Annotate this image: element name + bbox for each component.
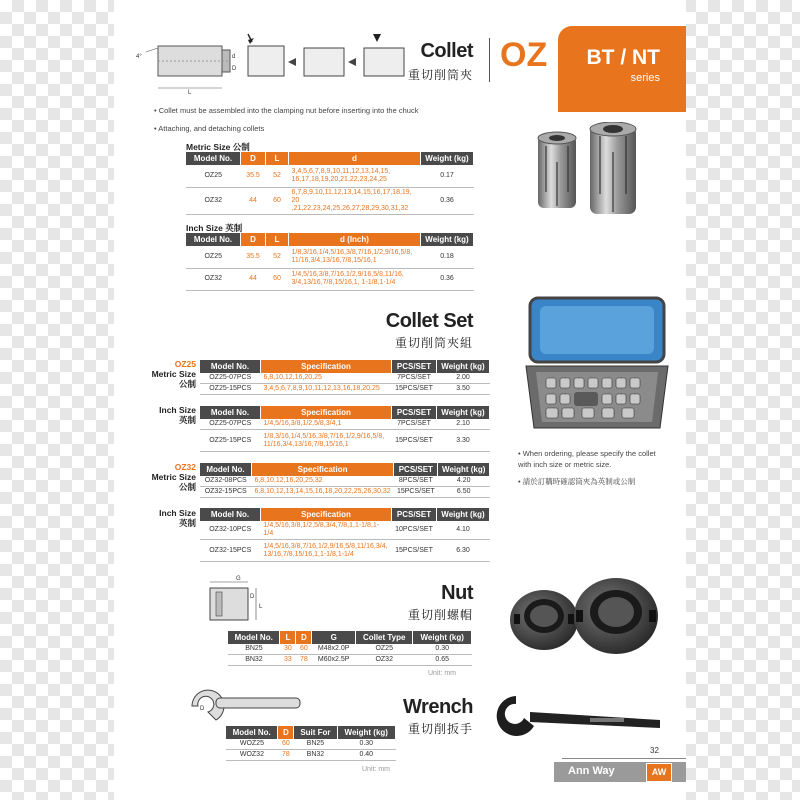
wrench-table: Model No. D Suit For Weight (kg) WOZ25 60 BN25 0.30 WOZ32 78 BN32 0.40 xyxy=(226,726,396,761)
table-row: BN25 30 60 M48x2.0P OZ25 0.30 xyxy=(228,644,472,655)
footer-line xyxy=(562,758,686,759)
nut-dim-d: D xyxy=(250,594,255,600)
set-group-2-label: Inch Size 英制 xyxy=(159,405,196,426)
table-row: OZ25-15PCS 1/8,3/16,1/4,5/16,3/8,7/16,1/2,9/16,5/8, 11/16,3/4,13/16,7/8,15/16,1 15PCS/SET 3.30 xyxy=(200,430,490,452)
series-badge-line1: BT / NT xyxy=(586,46,660,69)
nut-title: Nut xyxy=(441,582,473,604)
series-badge-line2: series xyxy=(630,72,660,84)
collet-set-title: Collet Set xyxy=(385,310,473,332)
collet-set-title-zh: 重切削筒夾組 xyxy=(394,336,473,350)
col-model: Model No. xyxy=(186,233,241,246)
collet-dim-D: D xyxy=(232,66,237,72)
col-d: d xyxy=(289,152,421,165)
collet-set-note-2: • 請於訂購時確認筒夾為英制或公制 xyxy=(518,476,678,487)
col-D: D xyxy=(241,152,266,165)
nut-photo xyxy=(506,576,662,666)
nut-table: Model No. L D G Collet Type Weight (kg) BN25 30 60 M48x2.0P OZ25 0.30 BN32 33 78 M60x2.5P OZ32 0.65 xyxy=(228,631,472,666)
collet-dim-d: d xyxy=(232,54,236,60)
nut-dim-l: L xyxy=(259,604,263,610)
col-L: L xyxy=(266,152,289,165)
inch-size-label: Inch Size 英制 xyxy=(186,223,243,233)
collet-note-1: • Collet must be assembled into the clamping nut before inserting into the chuck xyxy=(154,106,418,115)
brand-name: Ann Way xyxy=(568,765,615,777)
collet-assembly-diagram xyxy=(242,30,422,90)
collet-title: Collet xyxy=(420,40,473,62)
wrench-unit: Unit: mm xyxy=(362,766,390,773)
collet-photo xyxy=(532,122,642,222)
table-row: OZ32-10PCS 1/4,5/16,3/8,1/2,5/8,3/4,7/8,1,1-1/8,1-1/4 10PCS/SET 4.10 xyxy=(200,521,490,540)
wrench-photo xyxy=(494,690,664,740)
table-row: WOZ32 78 BN32 0.40 xyxy=(226,750,396,761)
col-model: Model No. xyxy=(186,152,241,165)
collet-set-table-3: Model No. Specification PCS/SET Weight (kg) OZ32-08PCS 6,8,10,12,16,20,25,32 8PCS/SET 4.20 OZ32-15PCS 6,8,10,12,13,14,15,16,18,20,22,25,26,30,32 15PCS/SET 6.50 xyxy=(200,463,490,498)
wrench-dim-d: D xyxy=(200,706,205,712)
wrench-diagram xyxy=(186,684,306,728)
col-L: L xyxy=(266,233,289,246)
col-d-inch: d (Inch) xyxy=(289,233,421,246)
collet-title-zh: 重切削筒夾 xyxy=(407,68,473,82)
table-row: OZ25-15PCS 3,4,5,6,7,8,9,10,11,12,13,16,18,20,25 15PCS/SET 3.50 xyxy=(200,384,490,395)
title-divider xyxy=(489,38,490,82)
wrench-title: Wrench xyxy=(403,696,473,718)
col-D: D xyxy=(241,233,266,246)
table-row: OZ25 35.5 52 1/8,3/16,1/4,5/16,3/8,7/16,1/2,9/16,5/8, 11/16,3/4,13/16,7/8,15/16,1 0.18 xyxy=(186,246,474,268)
table-row: BN32 33 78 M60x2.5P OZ32 0.65 xyxy=(228,655,472,666)
nut-dim-g: G xyxy=(236,576,241,582)
set-group-1-label: OZ25 Metric Size 公制 xyxy=(151,359,196,390)
oz-label: OZ xyxy=(500,36,548,74)
metric-size-label: Metric Size 公制 xyxy=(186,142,250,152)
collet-dim-L: L xyxy=(188,90,192,96)
brand-logo-icon: AW xyxy=(646,763,672,782)
page-number: 32 xyxy=(650,746,659,755)
set-group-4-label: Inch Size 英制 xyxy=(159,508,196,529)
catalog-page xyxy=(114,0,686,800)
table-row: OZ32 44 60 1/4,5/16,3/8,7/16,1/2,9/16,5/8,11/16, 3/4,13/16,7/8,15/16,1, 1-1/8,1-1/4 0.36 xyxy=(186,268,474,290)
collet-set-table-1: Model No. Specification PCS/SET Weight (kg) OZ25-07PCS 6,8,10,12,16,20,25 7PCS/SET 2.00 OZ25-15PCS 3,4,5,6,7,8,9,10,11,12,13,16,18,20,25 15PCS/SET 3.50 xyxy=(200,360,490,395)
nut-dimension-diagram xyxy=(202,574,272,630)
nut-title-zh: 重切削螺帽 xyxy=(407,608,473,622)
table-row: OZ25-07PCS 1/4,5/16,3/8,1/2,5/8,3/4,1 7PCS/SET 2.10 xyxy=(200,419,490,430)
collet-note-2: • Attaching, and detaching collets xyxy=(154,124,264,133)
col-weight: Weight (kg) xyxy=(421,233,474,246)
collet-set-table-4: Model No. Specification PCS/SET Weight (kg) OZ32-10PCS 1/4,5/16,3/8,1/2,5/8,3/4,7/8,1,1-1/8,1-1/4 10PCS/SET 4.10 OZ32-15PCS 1/4,5/16,3/8,7/16,1/2,9/16,5/8,11/16,3/4, 13/16,7/8,15/16,1,1-1/8,1-1/4 15PCS/SET 6.30 xyxy=(200,508,490,562)
table-row: OZ25 35.5 52 3,4,5,6,7,8,9,10,11,12,13,14,15, 16,17,18,19,20,21,22,23,24,25 0.17 xyxy=(186,165,474,187)
set-group-3-label: OZ32 Metric Size 公制 xyxy=(151,462,196,493)
wrench-title-zh: 重切削扳手 xyxy=(407,722,473,736)
table-row: OZ25-07PCS 6,8,10,12,16,20,25 7PCS/SET 2.00 xyxy=(200,373,490,384)
table-row: OZ32-15PCS 1/4,5/16,3/8,7/16,1/2,9/16,5/8,11/16,3/4, 13/16,7/8,15/16,1,1-1/8,1-1/4 15PCS/SET 6.30 xyxy=(200,540,490,562)
collet-case-photo xyxy=(522,294,672,434)
table-row: OZ32-15PCS 6,8,10,12,13,14,15,16,18,20,22,25,26,30,32 15PCS/SET 6.50 xyxy=(200,487,490,498)
col-weight: Weight (kg) xyxy=(421,152,474,165)
footer-bar xyxy=(554,762,686,782)
collet-set-note-1: • When ordering, please specify the collet with inch size or metric size. xyxy=(518,449,668,471)
collet-set-table-2: Model No. Specification PCS/SET Weight (kg) OZ25-07PCS 1/4,5/16,3/8,1/2,5/8,3/4,1 7PCS/SET 2.10 OZ25-15PCS 1/8,3/16,1/4,5/16,3/8,7/16,1/2,9/16,5/8, 11/16,3/4,13/16,7/8,15/16,1 15PCS/SET 3.30 xyxy=(200,406,490,452)
table-row: WOZ25 60 BN25 0.30 xyxy=(226,739,396,750)
collet-dim-angle: 4° xyxy=(136,54,142,60)
collet-dimension-diagram xyxy=(132,36,242,96)
collet-metric-table xyxy=(186,152,474,215)
table-row: OZ32-08PCS 6,8,10,12,16,20,25,32 8PCS/SET 4.20 xyxy=(200,476,490,487)
table-row: OZ32 44 60 6,7,8,9,10,11,12,13,14,15,16,17,18,19, 20 ,21,22,23,24,25,26,27,28,29,30,31,32 0.36 xyxy=(186,187,474,214)
collet-inch-table xyxy=(186,233,474,291)
nut-unit: Unit: mm xyxy=(428,670,456,677)
series-badge xyxy=(558,26,686,112)
